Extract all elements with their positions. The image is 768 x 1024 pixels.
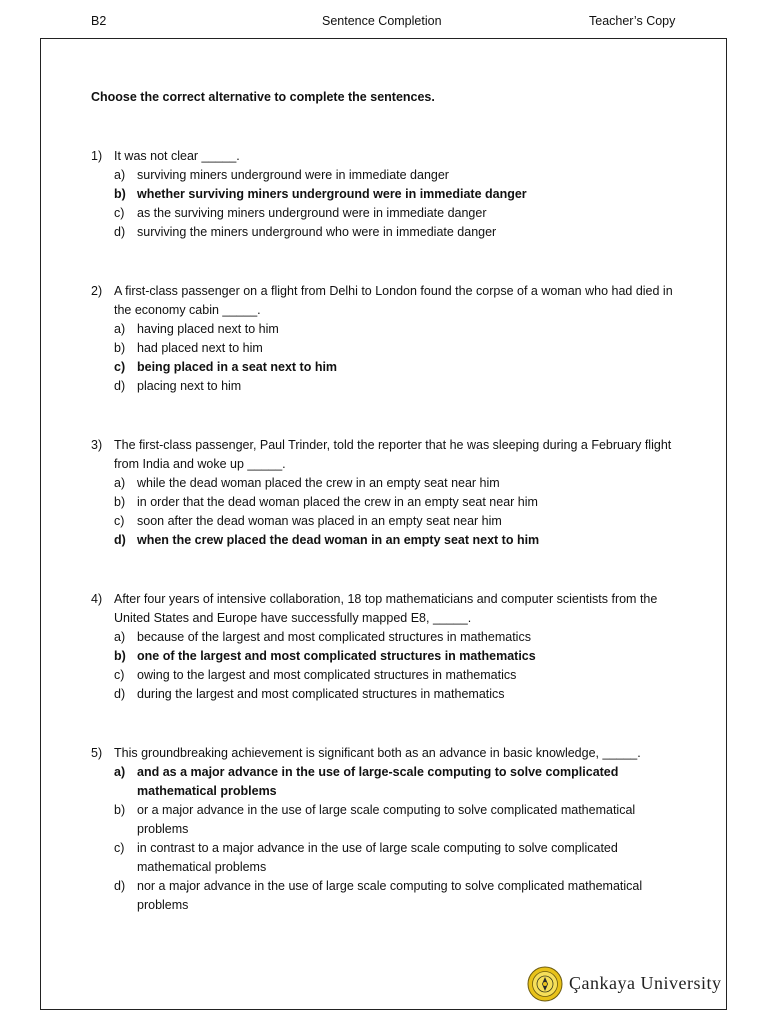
answer-option (114, 512, 681, 531)
answer-option (114, 339, 681, 358)
option-text: because of the largest and most complicated structures in mathematics (137, 630, 531, 644)
answer-option (114, 666, 681, 685)
question-item (91, 744, 681, 915)
option-letter: d) (114, 533, 126, 547)
university-seal-icon (527, 966, 563, 1002)
answer-option (114, 493, 681, 512)
answer-option-correct (114, 358, 681, 377)
option-letter: b) (114, 495, 126, 509)
instruction: Choose the correct alternative to complete the sentences. (91, 90, 435, 104)
option-text: had placed next to him (137, 341, 263, 355)
worksheet-title: Sentence Completion (322, 14, 442, 28)
option-text: in contrast to a major advance in the use of large scale computing to solve complicated mathematical problems (137, 841, 618, 874)
option-letter: b) (114, 803, 126, 817)
question-number: 5) (91, 746, 103, 760)
option-letter: a) (114, 168, 126, 182)
question-number: 4) (91, 592, 103, 606)
option-letter: d) (114, 225, 126, 239)
option-letter: b) (114, 187, 126, 201)
option-text: surviving miners underground were in immediate danger (137, 168, 449, 182)
answer-option (114, 877, 681, 915)
question-text: After four years of intensive collaboration, 18 top mathematicians and computer scientists from the United States and Europe have successfully mapped E8, _____. (114, 592, 658, 625)
option-letter: c) (114, 514, 125, 528)
option-text: having placed next to him (137, 322, 279, 336)
answer-option (114, 474, 681, 493)
option-list (114, 763, 681, 915)
option-letter: a) (114, 322, 126, 336)
option-letter: c) (114, 841, 125, 855)
question-list (91, 147, 681, 915)
answer-option (114, 377, 681, 396)
option-letter: c) (114, 206, 125, 220)
answer-option (114, 801, 681, 839)
option-text: surviving the miners underground who were in immediate danger (137, 225, 497, 239)
question-item (91, 282, 681, 396)
option-letter: d) (114, 879, 126, 893)
option-text: whether surviving miners underground were in immediate danger (137, 187, 527, 201)
option-list (114, 628, 681, 704)
option-text: owing to the largest and most complicated structures in mathematics (137, 668, 517, 682)
question-stem (91, 147, 681, 166)
answer-option-correct (114, 763, 681, 801)
option-letter: b) (114, 649, 126, 663)
copy-label: Teacher’s Copy (589, 14, 676, 28)
answer-option (114, 839, 681, 877)
option-letter: a) (114, 765, 126, 779)
option-text: or a major advance in the use of large scale computing to solve complicated mathematical problems (137, 803, 636, 836)
question-number: 1) (91, 149, 103, 163)
answer-option-correct (114, 647, 681, 666)
question-number: 2) (91, 284, 103, 298)
level-label: B2 (91, 14, 107, 28)
option-letter: c) (114, 360, 126, 374)
option-text: during the largest and most complicated structures in mathematics (137, 687, 505, 701)
option-text: and as a major advance in the use of large-scale computing to solve complicated mathematical problems (137, 765, 619, 798)
option-letter: c) (114, 668, 125, 682)
option-text: placing next to him (137, 379, 242, 393)
question-text: This groundbreaking achievement is significant both as an advance in basic knowledge, _____. (114, 746, 641, 760)
question-number: 3) (91, 438, 103, 452)
answer-option (114, 204, 681, 223)
option-list (114, 320, 681, 396)
option-text: in order that the dead woman placed the crew in an empty seat near him (137, 495, 538, 509)
question-text: It was not clear _____. (114, 149, 240, 163)
page-header (0, 14, 768, 32)
option-list (114, 474, 681, 550)
answer-option (114, 320, 681, 339)
university-logo (527, 966, 722, 1002)
option-text: while the dead woman placed the crew in an empty seat near him (137, 476, 500, 490)
question-stem (91, 436, 681, 474)
option-text: one of the largest and most complicated structures in mathematics (137, 649, 536, 663)
answer-option-correct (114, 185, 681, 204)
option-list (114, 166, 681, 242)
option-text: soon after the dead woman was placed in an empty seat near him (137, 514, 502, 528)
answer-option (114, 166, 681, 185)
question-text: The first-class passenger, Paul Trinder, told the reporter that he was sleeping during a February flight from India and woke up _____. (114, 438, 672, 471)
option-text: nor a major advance in the use of large scale computing to solve complicated mathematical problems (137, 879, 643, 912)
option-letter: a) (114, 476, 126, 490)
question-item (91, 147, 681, 242)
worksheet-content (91, 88, 681, 955)
option-letter: d) (114, 379, 126, 393)
question-stem (91, 282, 681, 320)
question-text: A first-class passenger on a flight from Delhi to London found the corpse of a woman who had died in the economy cabin _____. (114, 284, 673, 317)
option-text: being placed in a seat next to him (137, 360, 338, 374)
answer-option (114, 223, 681, 242)
option-letter: d) (114, 687, 126, 701)
answer-option (114, 628, 681, 647)
question-stem (91, 744, 681, 763)
answer-option (114, 685, 681, 704)
option-text: when the crew placed the dead woman in an empty seat next to him (137, 533, 540, 547)
answer-option-correct (114, 531, 681, 550)
option-letter: b) (114, 341, 126, 355)
university-name: Çankaya University (569, 973, 722, 993)
question-item (91, 436, 681, 550)
question-stem (91, 590, 681, 628)
option-text: as the surviving miners underground were in immediate danger (137, 206, 487, 220)
question-item (91, 590, 681, 704)
option-letter: a) (114, 630, 126, 644)
